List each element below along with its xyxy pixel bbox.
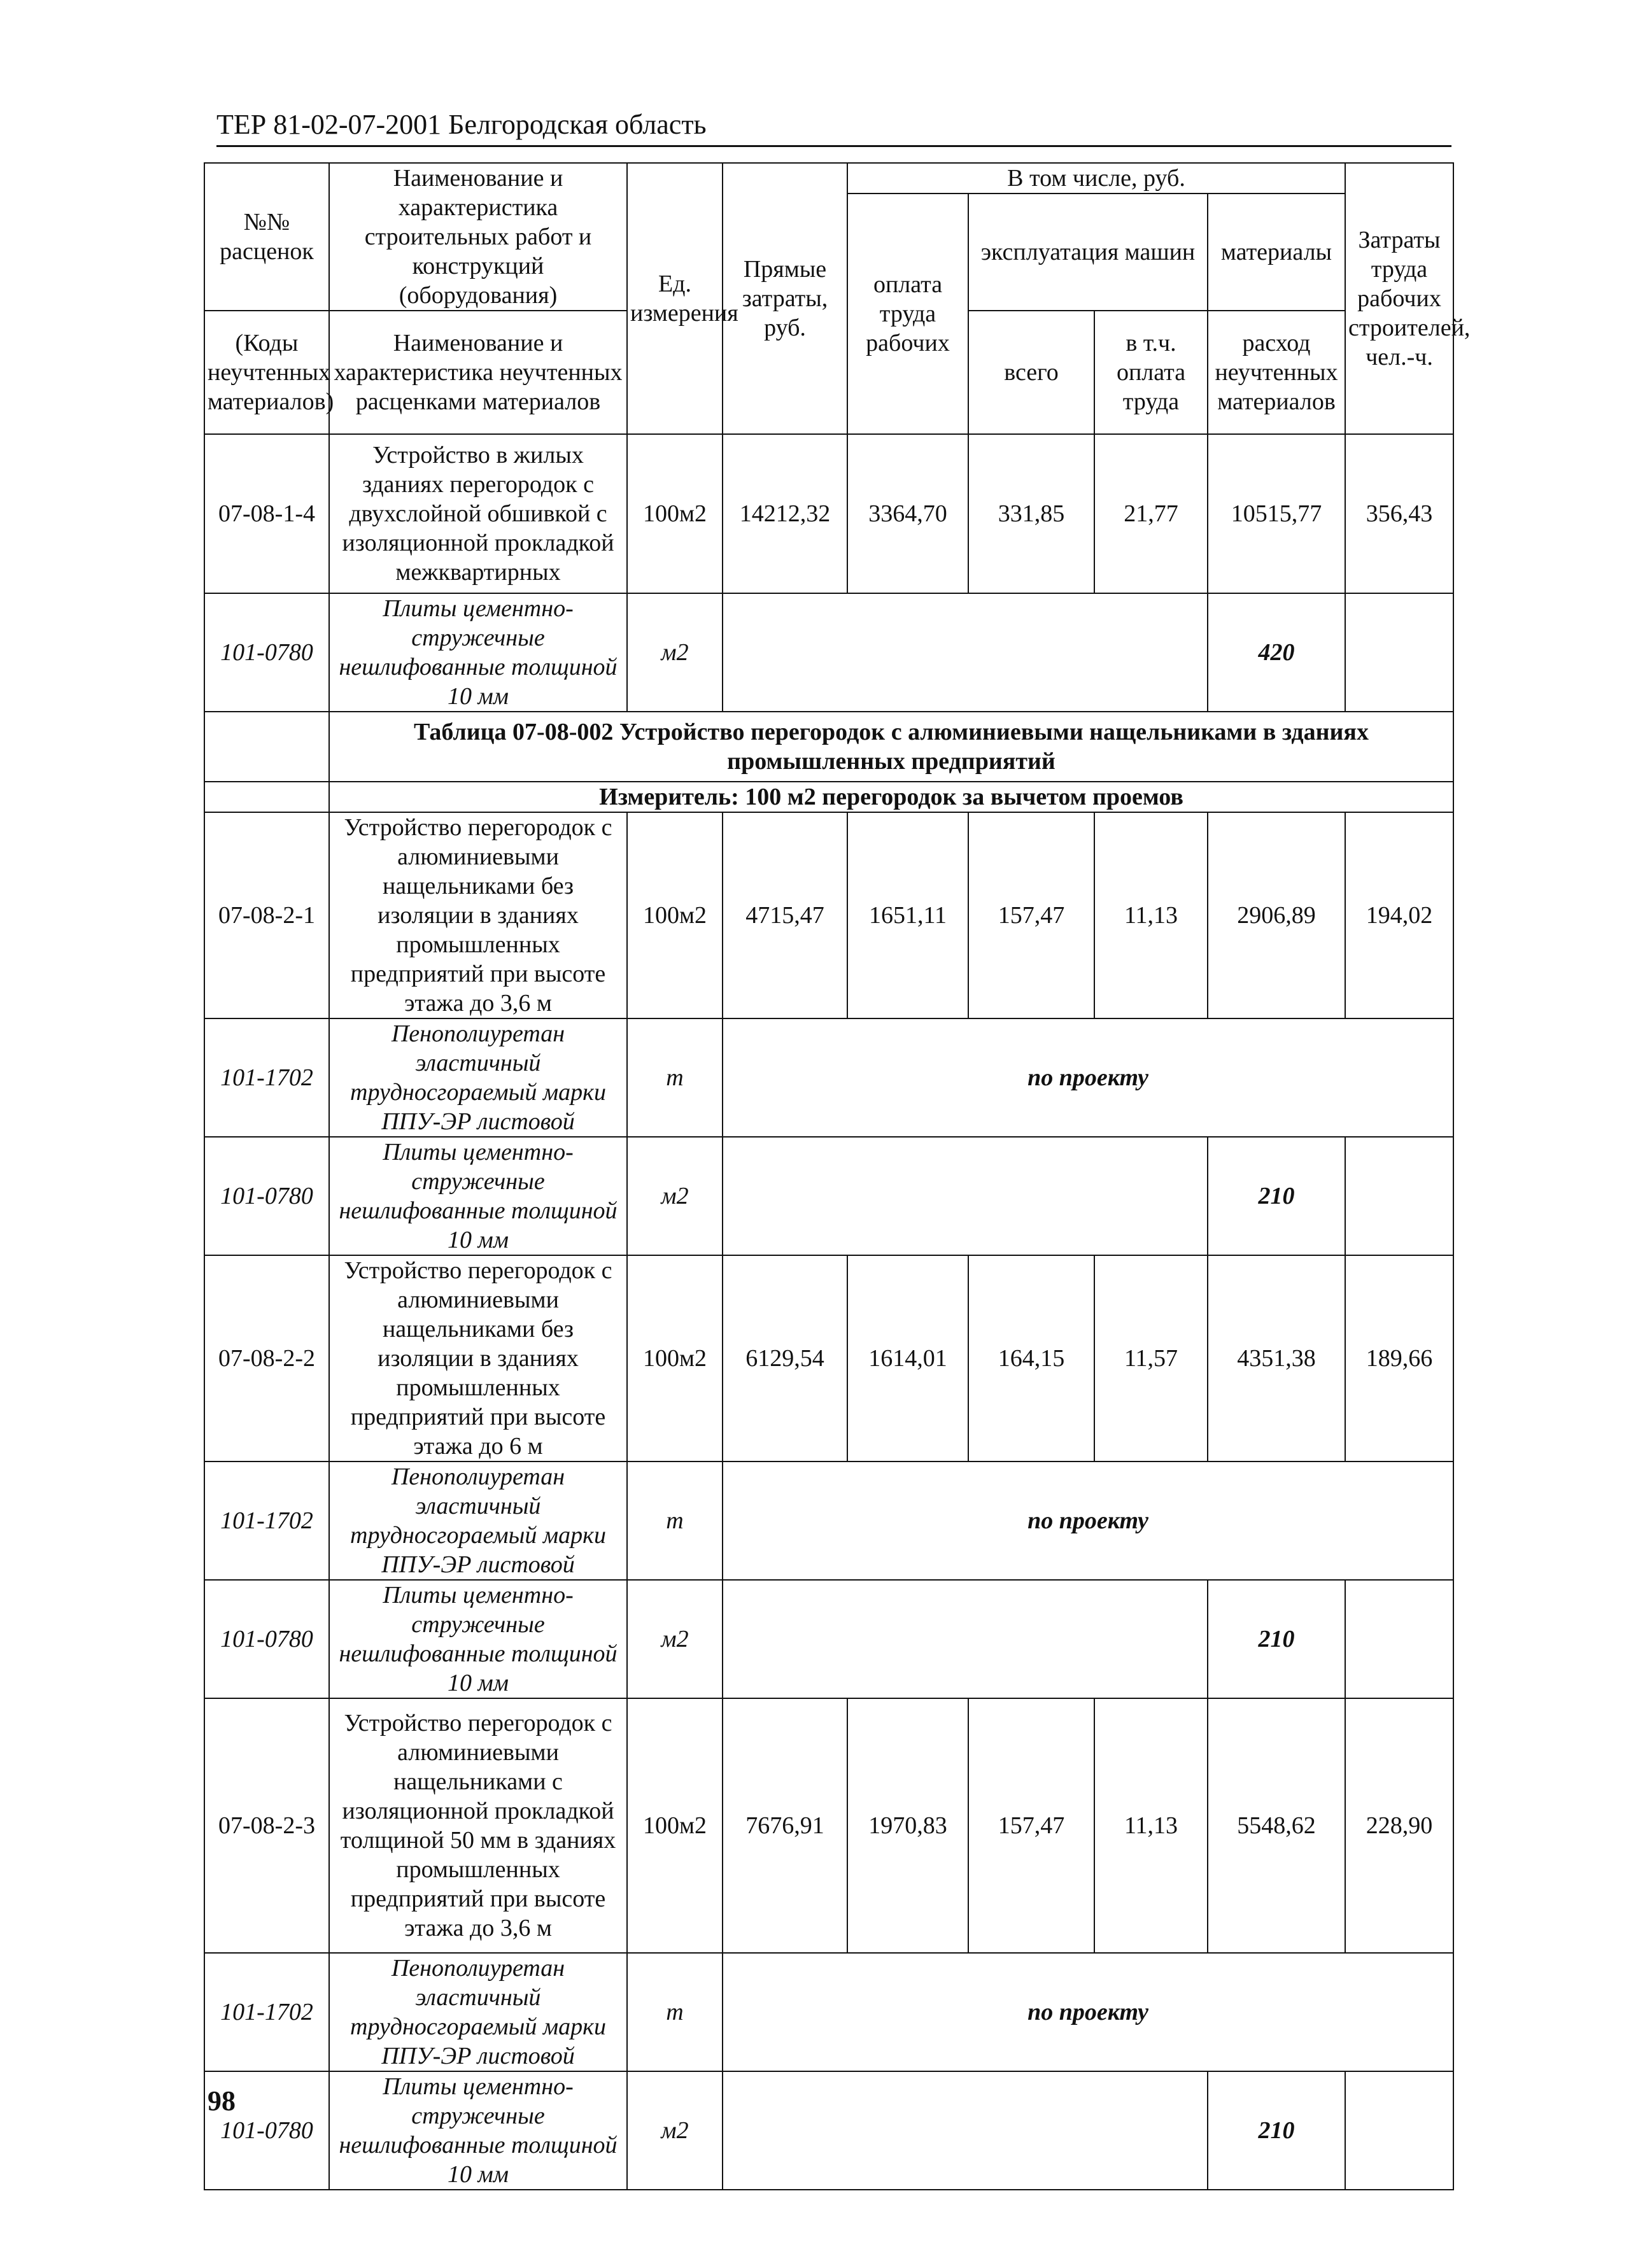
material-value: 210 bbox=[1208, 1580, 1345, 1698]
row-mach-wage: 11,13 bbox=[1094, 1698, 1208, 1953]
material-empty bbox=[1345, 1580, 1453, 1698]
row-wages: 3364,70 bbox=[847, 434, 968, 593]
material-empty bbox=[723, 1580, 1208, 1698]
title-empty bbox=[204, 712, 329, 782]
row-mach-wage: 11,13 bbox=[1094, 812, 1208, 1018]
material-row bbox=[204, 1580, 1453, 1698]
row-direct: 4715,47 bbox=[723, 812, 847, 1018]
row-mach-total: 157,47 bbox=[968, 812, 1094, 1018]
table-row bbox=[204, 1255, 1453, 1462]
row-wages: 1970,83 bbox=[847, 1698, 968, 1953]
material-value: по проекту bbox=[723, 1953, 1453, 2071]
material-name: Пенополиуретан эластичный трудносгораемый марки ППУ-ЭР листовой bbox=[329, 1018, 627, 1137]
material-name: Плиты цементно-стружечные нешлифованные толщиной 10 мм bbox=[329, 593, 627, 712]
table-row bbox=[204, 812, 1453, 1018]
row-unit: 100м2 bbox=[627, 1698, 723, 1953]
material-unit: м2 bbox=[627, 1137, 723, 1255]
row-direct: 6129,54 bbox=[723, 1255, 847, 1462]
measure-unit: Измеритель: 100 м2 перегородок за вычетом проемов bbox=[329, 782, 1453, 812]
material-value: 210 bbox=[1208, 2071, 1345, 2190]
row-unit: 100м2 bbox=[627, 1255, 723, 1462]
row-mach-total: 164,15 bbox=[968, 1255, 1094, 1462]
col-header-unit: Ед. измерения bbox=[627, 163, 723, 434]
material-code: 101-1702 bbox=[204, 1462, 329, 1580]
material-empty bbox=[1345, 593, 1453, 712]
material-empty bbox=[1345, 1137, 1453, 1255]
row-name: Устройство перегородок с алюминиевыми нащельниками без изоляции в зданиях промышленных предприятий при высоте этажа до 3,6 м bbox=[329, 812, 627, 1018]
material-name: Плиты цементно-стружечные нешлифованные толщиной 10 мм bbox=[329, 1137, 627, 1255]
row-direct: 7676,91 bbox=[723, 1698, 847, 1953]
row-labor: 356,43 bbox=[1345, 434, 1453, 593]
measure-empty bbox=[204, 782, 329, 812]
row-mach-total: 157,47 bbox=[968, 1698, 1094, 1953]
row-direct: 14212,32 bbox=[723, 434, 847, 593]
col-header-name: Наименование и характеристика строительных работ и конструкций (оборудования) bbox=[329, 163, 627, 311]
material-value: 210 bbox=[1208, 1137, 1345, 1255]
row-name: Устройство перегородок с алюминиевыми нащельниками с изоляционной прокладкой толщиной 50 мм в зданиях промышленных предприятий при высоте этажа до 3,6 м bbox=[329, 1698, 627, 1953]
material-row bbox=[204, 1018, 1453, 1137]
row-name: Устройство в жилых зданиях перегородок с двухслойной обшивкой с изоляционной прокладкой межквартирных bbox=[329, 434, 627, 593]
row-wages: 1614,01 bbox=[847, 1255, 968, 1462]
row-code: 07-08-2-2 bbox=[204, 1255, 329, 1462]
price-table bbox=[204, 162, 1471, 2190]
material-code: 101-0780 bbox=[204, 1580, 329, 1698]
col-header-mat-usage: расход неучтенных материалов bbox=[1208, 311, 1345, 434]
material-value: по проекту bbox=[723, 1018, 1453, 1137]
row-unit: 100м2 bbox=[627, 812, 723, 1018]
material-unit: т bbox=[627, 1953, 723, 2071]
material-row bbox=[204, 1953, 1453, 2071]
material-empty bbox=[723, 1137, 1208, 1255]
material-code: 101-1702 bbox=[204, 1953, 329, 2071]
material-name: Плиты цементно-стружечные нешлифованные толщиной 10 мм bbox=[329, 1580, 627, 1698]
material-name: Плиты цементно-стружечные нешлифованные толщиной 10 мм bbox=[329, 2071, 627, 2190]
material-empty bbox=[723, 2071, 1208, 2190]
row-mach-wage: 11,57 bbox=[1094, 1255, 1208, 1462]
row-code: 07-08-1-4 bbox=[204, 434, 329, 593]
row-materials: 10515,77 bbox=[1208, 434, 1345, 593]
row-code: 07-08-2-1 bbox=[204, 812, 329, 1018]
material-unit: т bbox=[627, 1462, 723, 1580]
material-unit: м2 bbox=[627, 1580, 723, 1698]
material-row bbox=[204, 1462, 1453, 1580]
col-header-wages: оплата труда рабочих bbox=[847, 194, 968, 434]
row-labor: 189,66 bbox=[1345, 1255, 1453, 1462]
material-code: 101-0780 bbox=[204, 593, 329, 712]
material-value: 420 bbox=[1208, 593, 1345, 712]
material-unit: м2 bbox=[627, 593, 723, 712]
material-value: по проекту bbox=[723, 1462, 1453, 1580]
row-materials: 4351,38 bbox=[1208, 1255, 1345, 1462]
col-header-mat-code: (Коды неучтенных материалов) bbox=[204, 311, 329, 434]
row-mach-total: 331,85 bbox=[968, 434, 1094, 593]
row-wages: 1651,11 bbox=[847, 812, 968, 1018]
material-row bbox=[204, 2071, 1453, 2190]
table-title: Таблица 07-08-002 Устройство перегородок с алюминиевыми нащельниками в зданиях промышленных предприятий bbox=[329, 712, 1453, 782]
col-header-incl: В том числе, руб. bbox=[847, 163, 1345, 194]
table-row bbox=[204, 1698, 1453, 1953]
material-empty bbox=[723, 593, 1208, 712]
col-header-code: №№ расценок bbox=[204, 163, 329, 311]
material-row bbox=[204, 593, 1453, 712]
row-materials: 5548,62 bbox=[1208, 1698, 1345, 1953]
row-unit: 100м2 bbox=[627, 434, 723, 593]
row-mach-wage: 21,77 bbox=[1094, 434, 1208, 593]
material-code: 101-0780 bbox=[204, 2071, 329, 2190]
page-header: ТЕР 81-02-07-2001 Белгородская область bbox=[216, 108, 1451, 147]
page-number: 98 bbox=[208, 2085, 236, 2117]
material-unit: т bbox=[627, 1018, 723, 1137]
col-header-direct: Прямые затраты, руб. bbox=[723, 163, 847, 434]
table-row bbox=[204, 434, 1453, 593]
row-labor: 194,02 bbox=[1345, 812, 1453, 1018]
row-labor: 228,90 bbox=[1345, 1698, 1453, 1953]
col-header-labor: Затраты труда рабочих строителей, чел.-ч. bbox=[1345, 163, 1453, 434]
col-header-mat-name: Наименование и характеристика неучтенных расценками материалов bbox=[329, 311, 627, 434]
material-name: Пенополиуретан эластичный трудносгораемый марки ППУ-ЭР листовой bbox=[329, 1462, 627, 1580]
material-code: 101-1702 bbox=[204, 1018, 329, 1137]
col-header-mach-wage: в т.ч. оплата труда bbox=[1094, 311, 1208, 434]
material-empty bbox=[1345, 2071, 1453, 2190]
row-name: Устройство перегородок с алюминиевыми нащельниками без изоляции в зданиях промышленных предприятий при высоте этажа до 6 м bbox=[329, 1255, 627, 1462]
col-header-materials: материалы bbox=[1208, 194, 1345, 311]
material-code: 101-0780 bbox=[204, 1137, 329, 1255]
material-name: Пенополиуретан эластичный трудносгораемый марки ППУ-ЭР листовой bbox=[329, 1953, 627, 2071]
material-row bbox=[204, 1137, 1453, 1255]
col-header-machines: эксплуатация машин bbox=[968, 194, 1208, 311]
row-materials: 2906,89 bbox=[1208, 812, 1345, 1018]
row-code: 07-08-2-3 bbox=[204, 1698, 329, 1953]
col-header-mach-total: всего bbox=[968, 311, 1094, 434]
material-unit: м2 bbox=[627, 2071, 723, 2190]
